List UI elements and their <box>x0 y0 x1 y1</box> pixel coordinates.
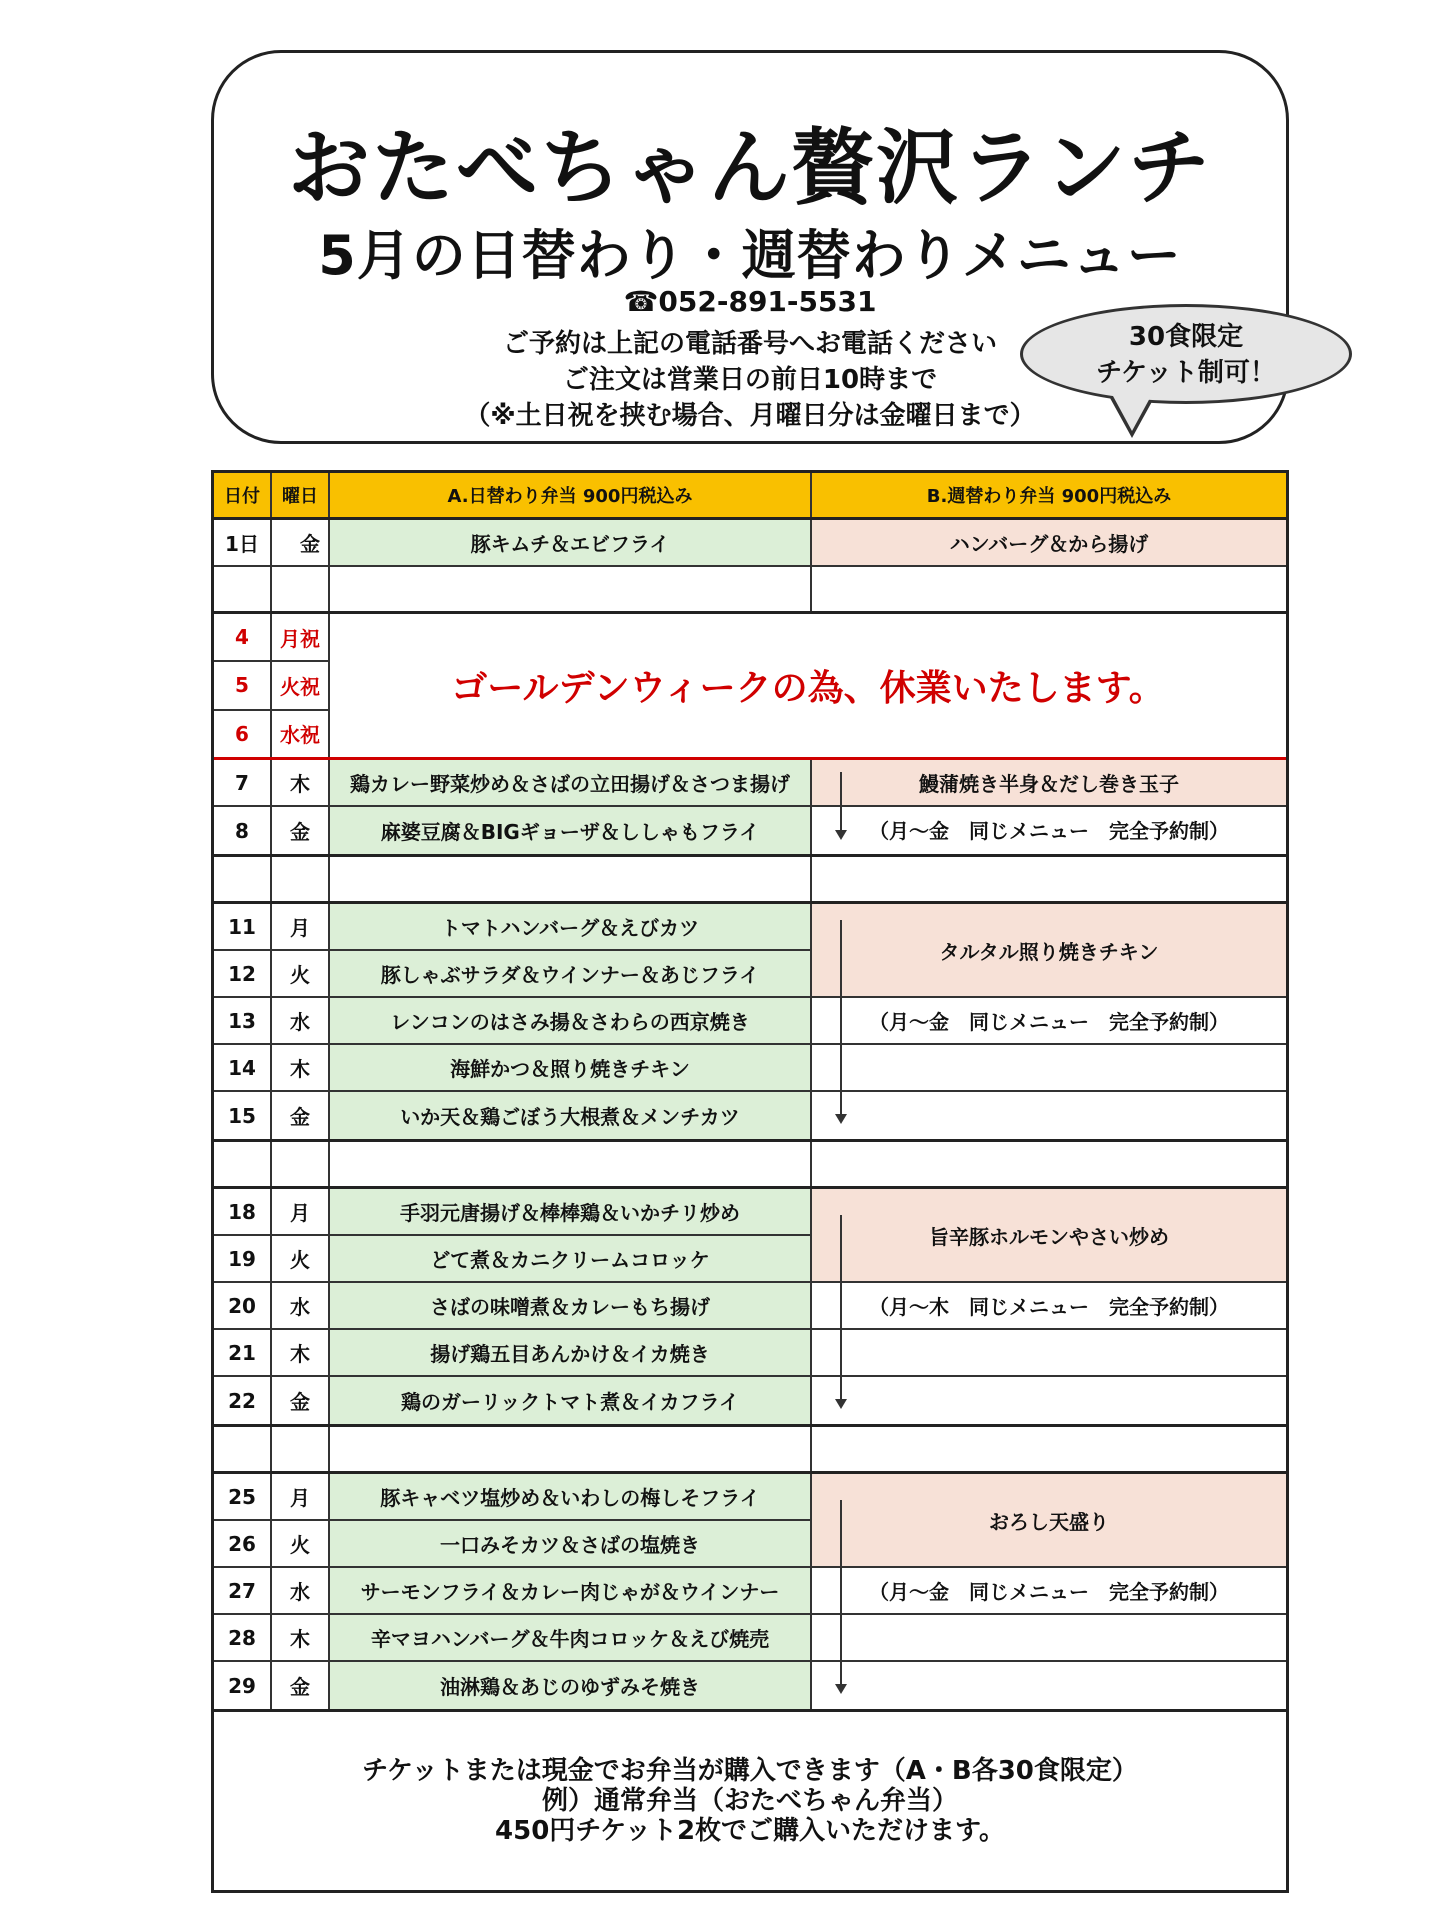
menu-table <box>211 470 1289 1893</box>
arrow-down-icon <box>840 920 842 1116</box>
empty-cell <box>812 1615 1286 1662</box>
b-menu-cell: 旨辛豚ホルモンやさい炒め <box>812 1189 1286 1283</box>
footer-line-1: チケットまたは現金でお弁当が購入できます（A・B各30食限定） <box>362 1756 1138 1786</box>
holiday-day: 水祝 <box>280 723 320 748</box>
date-cell: 29 <box>214 1662 272 1709</box>
header-date: 日付 <box>214 473 272 517</box>
holiday-note: （※土日祝を挟む場合、月曜日分は金曜日まで） <box>464 401 1036 431</box>
holiday-date: 6 <box>235 721 249 746</box>
date-cell: 11 <box>214 904 272 949</box>
footer-line-2: 例）通常弁当（おたべちゃん弁当） <box>541 1786 958 1816</box>
date-cell: 14 <box>214 1045 272 1090</box>
table-row <box>214 760 812 807</box>
empty-cell <box>272 857 330 901</box>
empty-cell <box>214 1142 272 1186</box>
a-menu-cell: 豚しゃぶサラダ＆ウインナー＆あじフライ <box>330 951 812 996</box>
day-cell: 月 <box>272 904 330 949</box>
holiday-day-column <box>272 614 330 757</box>
page-subtitle: 5月の日替わり・週替わりメニュー <box>318 224 1182 287</box>
a-menu-cell: 豚キムチ＆エビフライ <box>330 520 812 565</box>
b-note-cell: （月～金 同じメニュー 完全予約制） <box>812 998 1286 1045</box>
empty-cell <box>272 567 330 611</box>
date-cell: 28 <box>214 1615 272 1660</box>
empty-cell <box>812 1092 1286 1137</box>
a-menu-cell: 麻婆豆腐＆BIGギョーザ＆ししゃもフライ <box>330 807 812 854</box>
empty-cell <box>812 1427 1286 1471</box>
footer-note <box>214 1712 1286 1890</box>
holiday-day: 月祝 <box>272 614 328 662</box>
empty-cell <box>272 1427 330 1471</box>
table-row <box>214 1045 812 1092</box>
day-cell: 月 <box>272 1189 330 1234</box>
holiday-date: 5 <box>214 662 270 710</box>
table-row <box>214 1092 812 1139</box>
a-menu-cell: 手羽元唐揚げ＆棒棒鶏＆いかチリ炒め <box>330 1189 812 1234</box>
a-menu-cell: 辛マヨハンバーグ＆牛肉コロッケ＆えび焼売 <box>330 1615 812 1660</box>
day-cell: 木 <box>272 1330 330 1375</box>
day-cell: 火 <box>272 1236 330 1281</box>
table-row <box>214 904 812 951</box>
a-menu-cell: さばの味噌煮＆カレーもち揚げ <box>330 1283 812 1328</box>
date-cell: 20 <box>214 1283 272 1328</box>
holiday-date: 4 <box>214 614 270 662</box>
a-menu-cell: 海鮮かつ＆照り焼きチキン <box>330 1045 812 1090</box>
day-cell: 金 <box>272 1662 330 1709</box>
empty-cell <box>330 1142 812 1186</box>
table-row <box>214 951 812 998</box>
a-menu-cell: 鶏カレー野菜炒め＆さばの立田揚げ＆さつま揚げ <box>330 760 812 805</box>
table-row <box>214 1189 812 1236</box>
page-title: おたべちゃん贅沢ランチ <box>287 121 1212 216</box>
bubble-line-1: 30食限定 <box>1128 322 1244 352</box>
arrow-down-icon <box>840 1215 842 1401</box>
header-b-bento: B.週替わり弁当 900円税込み <box>812 473 1286 517</box>
date-cell: 1日 <box>214 520 272 565</box>
day-cell: 金 <box>272 1092 330 1139</box>
week-a-column <box>214 904 812 1139</box>
day-cell: 金 <box>272 807 330 854</box>
week-b-column <box>812 904 1286 1139</box>
date-cell: 18 <box>214 1189 272 1234</box>
empty-cell <box>812 567 1286 611</box>
week-b-column <box>812 1474 1286 1709</box>
footer-line-3: 450円チケット2枚でご購入いただけます。 <box>495 1816 1005 1846</box>
arrow-down-icon <box>840 1500 842 1686</box>
table-row <box>214 1377 812 1424</box>
empty-cell <box>812 1662 1286 1707</box>
b-note-cell: （月～金 同じメニュー 完全予約制） <box>869 819 1229 843</box>
day-cell: 木 <box>272 1045 330 1090</box>
date-cell: 13 <box>214 998 272 1043</box>
table-row <box>214 1330 812 1377</box>
header-day: 曜日 <box>272 473 330 517</box>
date-cell: 22 <box>214 1377 272 1424</box>
table-row <box>214 520 1286 567</box>
empty-cell <box>330 857 812 901</box>
day-cell: 金 <box>272 1377 330 1424</box>
empty-cell <box>812 857 1286 901</box>
date-cell: 12 <box>214 951 272 996</box>
date-cell: 25 <box>214 1474 272 1519</box>
date-cell: 8 <box>214 807 272 854</box>
a-menu-cell: 油淋鶏＆あじのゆずみそ焼き <box>330 1662 812 1709</box>
day-cell: 火 <box>272 951 330 996</box>
holiday-date-column <box>214 614 272 757</box>
week-b-column <box>812 760 1286 854</box>
empty-cell <box>272 1142 330 1186</box>
table-row <box>214 1662 812 1709</box>
table-row <box>214 1283 812 1330</box>
a-menu-cell: レンコンのはさみ揚＆さわらの西京焼き <box>330 998 812 1043</box>
spacer-row <box>214 1427 1286 1474</box>
spacer-row <box>214 857 1286 904</box>
week-block-2 <box>214 904 1286 1142</box>
order-deadline-note: ご注文は営業日の前日10時まで <box>562 365 938 395</box>
week-block-3 <box>214 1189 1286 1427</box>
speech-bubble-tail-fill <box>1113 396 1151 431</box>
week-b-column <box>812 1189 1286 1424</box>
empty-cell <box>330 1427 812 1471</box>
holiday-day: 火祝 <box>272 662 328 710</box>
header-a-bento: A.日替わり弁当 900円税込み <box>330 473 812 517</box>
empty-cell <box>812 1142 1286 1186</box>
a-menu-cell: 豚キャベツ塩炒め＆いわしの梅しそフライ <box>330 1474 812 1519</box>
a-menu-cell: 鶏のガーリックトマト煮＆イカフライ <box>330 1377 812 1424</box>
date-cell: 26 <box>214 1521 272 1566</box>
day-cell: 月 <box>272 1474 330 1519</box>
week-a-column <box>214 1474 812 1709</box>
holiday-message: ゴールデンウィークの為、休業いたします。 <box>451 668 1165 709</box>
date-cell: 19 <box>214 1236 272 1281</box>
a-menu-cell: サーモンフライ＆カレー肉じゃが＆ウインナー <box>330 1568 812 1613</box>
empty-cell <box>812 1045 1286 1092</box>
a-menu-cell: 一口みそカツ＆さばの塩焼き <box>330 1521 812 1566</box>
table-row <box>214 998 812 1045</box>
a-menu-cell: トマトハンバーグ＆えびカツ <box>330 904 812 949</box>
day-cell: 金 <box>272 520 330 565</box>
empty-cell <box>330 567 812 611</box>
table-row <box>214 1568 812 1615</box>
empty-cell <box>214 1427 272 1471</box>
b-menu-cell: ハンバーグ＆から揚げ <box>812 520 1286 565</box>
week-a-column <box>214 1189 812 1424</box>
day-cell: 水 <box>272 1283 330 1328</box>
a-menu-cell: いか天＆鶏ごぼう大根煮＆メンチカツ <box>330 1092 812 1139</box>
date-cell: 15 <box>214 1092 272 1139</box>
table-row <box>214 1474 812 1521</box>
day-cell: 木 <box>272 760 330 805</box>
phone-number: ☎052-891-5531 <box>623 285 877 318</box>
week-a-column <box>214 760 812 854</box>
date-cell: 21 <box>214 1330 272 1375</box>
day-cell: 木 <box>272 1615 330 1660</box>
spacer-row <box>214 1142 1286 1189</box>
b-note-cell: （月～木 同じメニュー 完全予約制） <box>812 1283 1286 1330</box>
table-row <box>214 1521 812 1568</box>
table-row <box>214 1236 812 1283</box>
empty-cell <box>812 1330 1286 1377</box>
day-cell: 火 <box>272 1521 330 1566</box>
day-cell: 水 <box>272 1568 330 1613</box>
empty-cell <box>214 567 272 611</box>
week-block-1 <box>214 760 1286 857</box>
table-row <box>214 1615 812 1662</box>
speech-bubble <box>1020 304 1352 404</box>
table-row <box>214 807 812 854</box>
b-menu-cell: タルタル照り焼きチキン <box>812 904 1286 998</box>
week-block-4 <box>214 1474 1286 1712</box>
b-note-cell: （月～金 同じメニュー 完全予約制） <box>812 1568 1286 1615</box>
spacer-row <box>214 567 1286 614</box>
reservation-note: ご予約は上記の電話番号へお電話ください <box>502 329 997 359</box>
day-cell: 水 <box>272 998 330 1043</box>
a-menu-cell: 揚げ鶏五目あんかけ＆イカ焼き <box>330 1330 812 1375</box>
date-cell: 27 <box>214 1568 272 1613</box>
empty-cell <box>214 857 272 901</box>
table-header-row <box>214 473 1286 520</box>
b-menu-cell: おろし天盛り <box>812 1474 1286 1568</box>
bubble-line-2: チケット制可！ <box>1096 358 1276 388</box>
holiday-block <box>214 614 1286 760</box>
arrow-down-icon <box>840 772 842 832</box>
empty-cell <box>812 1377 1286 1422</box>
a-menu-cell: どて煮＆カニクリームコロッケ <box>330 1236 812 1281</box>
date-cell: 7 <box>214 760 272 805</box>
b-menu-cell: 鰻蒲焼き半身＆だし巻き玉子 <box>812 760 1286 807</box>
